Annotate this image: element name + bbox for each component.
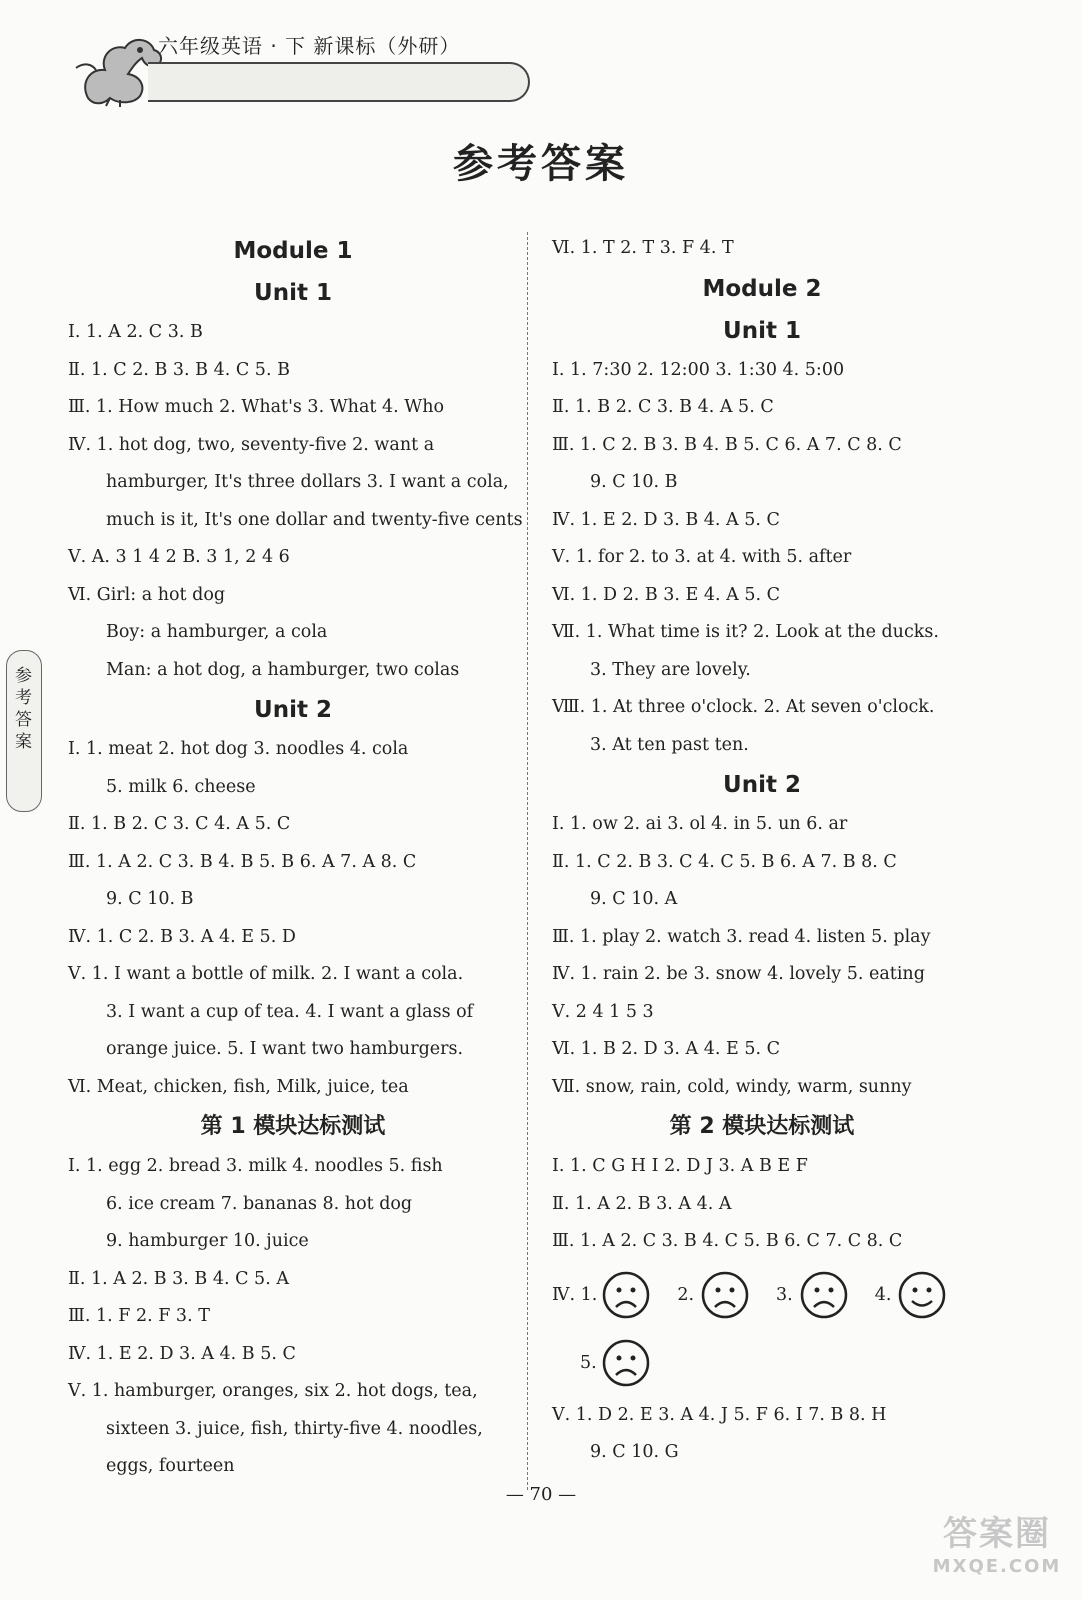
answer-line: 9. C 10. B: [590, 472, 678, 492]
answer-line: Ⅱ. 1. C 2. B 3. C 4. C 5. B 6. A 7. B 8. C: [552, 851, 897, 872]
answer-line: Ⅰ. 1. meat 2. hot dog 3. noodles 4. cola: [68, 739, 409, 759]
watermark: [922, 1512, 1072, 1592]
face-item: [677, 1270, 750, 1320]
answer-line: Ⅴ. A. 3 1 4 2 B. 3 1, 2 4 6: [68, 547, 290, 567]
face-label: 4.: [874, 1284, 892, 1305]
sad-face-icon: [601, 1338, 651, 1388]
sad-face-icon: [601, 1270, 651, 1320]
answer-line: Ⅵ. 1. B 2. D 3. A 4. E 5. C: [552, 1039, 780, 1059]
face-item: [552, 1338, 651, 1388]
face-label: 2.: [677, 1284, 695, 1305]
answer-line: Ⅳ. 1. E 2. D 3. B 4. A 5. C: [552, 509, 780, 530]
answer-line: orange juice. 5. I want two hamburgers.: [106, 1039, 464, 1059]
faces-row: [552, 1261, 972, 1329]
answer-line: Ⅲ. 1. F 2. F 3. T: [68, 1306, 210, 1326]
answer-line: hamburger, It's three dollars 3. I want a cola,: [106, 472, 509, 492]
answer-line: Ⅱ. 1. A 2. B 3. A 4. A: [552, 1193, 732, 1214]
answer-line: Ⅱ. 1. A 2. B 3. B 4. C 5. A: [68, 1268, 289, 1289]
unit-1-heading: Unit 1: [723, 317, 801, 344]
answer-line: Ⅴ. 2 4 1 5 3: [552, 1001, 654, 1022]
face-label: Ⅳ. 1.: [552, 1284, 598, 1305]
answer-line: Ⅵ. Girl: a hot dog: [68, 584, 226, 605]
right-column: [552, 230, 972, 1472]
answer-line: Ⅰ. 1. 7:30 2. 12:00 3. 1:30 4. 5:00: [552, 359, 845, 380]
page-number: — 70 —: [505, 1484, 577, 1505]
answer-line: sixteen 3. juice, fish, thirty-five 4. noodles,: [106, 1418, 483, 1439]
face-item: [552, 1270, 651, 1320]
answer-line: 9. C 10. G: [590, 1442, 679, 1462]
answer-line: Ⅱ. 1. B 2. C 3. C 4. A 5. C: [68, 814, 291, 834]
answer-line: Ⅴ. 1. hamburger, oranges, six 2. hot dogs, tea,: [68, 1381, 478, 1401]
watermark-url: MXQE.COM: [932, 1556, 1062, 1577]
answer-line: Ⅰ. 1. egg 2. bread 3. milk 4. noodles 5. fish: [68, 1156, 443, 1176]
answer-line: Ⅳ. 1. rain 2. be 3. snow 4. lovely 5. eating: [552, 964, 925, 984]
answer-line: Ⅵ. 1. D 2. B 3. E 4. A 5. C: [552, 584, 780, 605]
answer-line: 3. At ten past ten.: [590, 734, 749, 755]
answer-line: 6. ice cream 7. bananas 8. hot dog: [106, 1193, 413, 1214]
side-tab: [6, 650, 42, 812]
answer-line: Ⅲ. 1. How much 2. What's 3. What 4. Who: [68, 397, 445, 417]
answer-line: 5. milk 6. cheese: [106, 776, 256, 797]
book-title-banner: [148, 62, 530, 102]
answer-line: Ⅷ. 1. At three o'clock. 2. At seven o'clock.: [552, 697, 935, 717]
watermark-text: 答案圈: [943, 1514, 1051, 1554]
answer-line: Man: a hot dog, a hamburger, two colas: [106, 659, 460, 680]
faces-row: [552, 1329, 972, 1397]
unit-2-heading: Unit 2: [254, 697, 332, 723]
answer-line: Ⅳ. 1. C 2. B 3. A 4. E 5. D: [68, 926, 296, 947]
module-1-heading: Module 1: [233, 238, 353, 264]
unit-2-heading: Unit 2: [723, 772, 801, 798]
left-column: [68, 230, 523, 1486]
answer-line: Ⅶ. snow, rain, cold, windy, warm, sunny: [552, 1076, 912, 1097]
face-label: 3.: [776, 1284, 793, 1305]
sad-face-icon: [799, 1270, 849, 1320]
answer-line: Ⅵ. 1. T 2. T 3. F 4. T: [552, 238, 734, 258]
face-label: 5.: [580, 1352, 597, 1373]
answer-line: Ⅳ. 1. hot dog, two, seventy-five 2. want a: [68, 434, 435, 455]
answer-line: Ⅰ. 1. C G H I 2. D J 3. A B E F: [552, 1156, 808, 1176]
answer-line: Ⅰ. 1. ow 2. ai 3. ol 4. in 5. un 6. ar: [552, 814, 848, 834]
answer-line: Ⅴ. 1. for 2. to 3. at 4. with 5. after: [552, 547, 852, 567]
face-item: [875, 1270, 948, 1320]
answer-line: Ⅰ. 1. A 2. C 3. B: [68, 322, 203, 342]
column-divider: [527, 232, 528, 1490]
answer-line: 9. hamburger 10. juice: [106, 1231, 309, 1251]
header: [70, 28, 540, 108]
module-2-heading: Module 2: [702, 275, 822, 302]
answer-line: Ⅴ. 1. D 2. E 3. A 4. J 5. F 6. I 7. B 8. H: [552, 1404, 887, 1425]
answer-line: Ⅱ. 1. B 2. C 3. B 4. A 5. C: [552, 397, 774, 417]
answer-line: Ⅵ. Meat, chicken, fish, Milk, juice, tea: [68, 1076, 409, 1097]
module-2-test-heading: 第 2 模块达标测试: [669, 1114, 855, 1139]
answer-line: Ⅲ. 1. A 2. C 3. B 4. B 5. B 6. A 7. A 8. C: [68, 851, 417, 872]
answer-line: 9. C 10. B: [106, 889, 194, 909]
answer-line: 3. They are lovely.: [590, 659, 751, 680]
page-title: 参考答案: [453, 141, 629, 187]
answer-line: Ⅲ. 1. A 2. C 3. B 4. C 5. B 6. C 7. C 8. C: [552, 1231, 903, 1251]
sad-face-icon: [700, 1270, 750, 1320]
answer-line: 9. C 10. A: [590, 889, 678, 909]
happy-face-icon: [897, 1270, 947, 1320]
side-tab-label: 参考答案: [15, 666, 32, 752]
answer-line: eggs, fourteen: [106, 1456, 235, 1476]
answer-line: Boy: a hamburger, a cola: [106, 622, 328, 642]
unit-1-heading: Unit 1: [254, 280, 332, 306]
answer-line: Ⅳ. 1. E 2. D 3. A 4. B 5. C: [68, 1343, 296, 1364]
answer-line: Ⅱ. 1. C 2. B 3. B 4. C 5. B: [68, 359, 290, 380]
answer-line: Ⅴ. 1. I want a bottle of milk. 2. I want a cola.: [68, 964, 464, 984]
module-1-test-heading: 第 1 模块达标测试: [200, 1114, 386, 1139]
face-item: [776, 1270, 849, 1320]
answer-line: 3. I want a cup of tea. 4. I want a glass of: [106, 1001, 474, 1022]
book-title: 六年级英语 · 下 新课标（外研）: [158, 34, 461, 58]
answer-line: Ⅲ. 1. play 2. watch 3. read 4. listen 5. play: [552, 926, 931, 947]
answer-line: Ⅲ. 1. C 2. B 3. B 4. B 5. C 6. A 7. C 8. C: [552, 434, 902, 455]
answer-line: Ⅶ. 1. What time is it? 2. Look at the ducks.: [552, 622, 939, 642]
answer-line: much is it, It's one dollar and twenty-five cents: [106, 509, 523, 530]
